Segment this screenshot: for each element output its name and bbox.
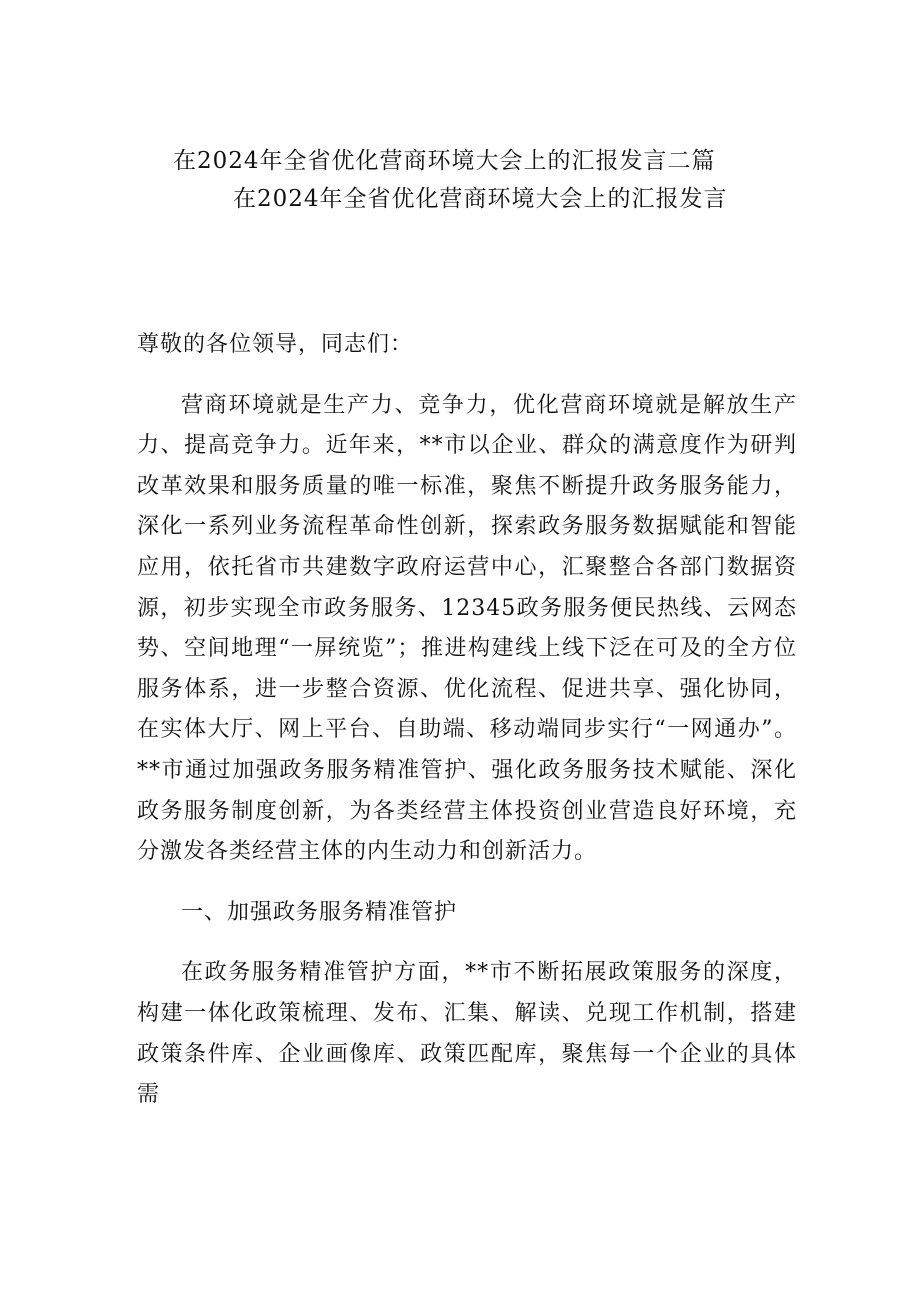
document-body: [137, 325, 797, 1136]
section-heading: 一、加强政务服务精准管护: [181, 899, 458, 925]
document-subtitle: 在2024年全省优化营商环境大会上的汇报发言: [233, 186, 728, 212]
section-paragraph: 在政务服务精准管护方面，**市不断拓展政策服务的深度，构建一体化政策梳理、发布、汇集、解读、兑现工作机制，搭建政策条件库、企业画像库、政策匹配库，聚焦每一个企业的具体需: [137, 960, 797, 1108]
document-title: 在2024年全省优化营商环境大会上的汇报发言二篇: [173, 148, 716, 174]
salutation: 尊敬的各位领导，同志们：: [137, 332, 414, 357]
paragraph: 营商环境就是生产力、竞争力，优化营商环境就是解放生产力、提高竞争力。近年来，**市以企业、群众的满意度作为研判改革效果和服务质量的唯一标准，聚焦不断提升政务服务能力，深化一系列业务流程革命性创新，探索政务服务数据赋能和智能应用，依托省市共建数字政府运营中心，汇聚整合各部门数据资源，初步实现全市政务服务、12345政务服务便民热线、云网态势、空间地理“一屏统览”；推进构建线上线下泛在可及的全方位服务体系，进一步整合资源、优化流程、促进共享、强化协同，在实体大厅、网上平台、自助端、移动端同步实行“一网通办”。**市通过加强政务服务精准管护、强化政务服务技术赋能、深化政务服务制度创新，为各类经营主体投资创业营造良好环境，充分激发各类经营主体的内生动力和创新活力。: [137, 392, 797, 865]
